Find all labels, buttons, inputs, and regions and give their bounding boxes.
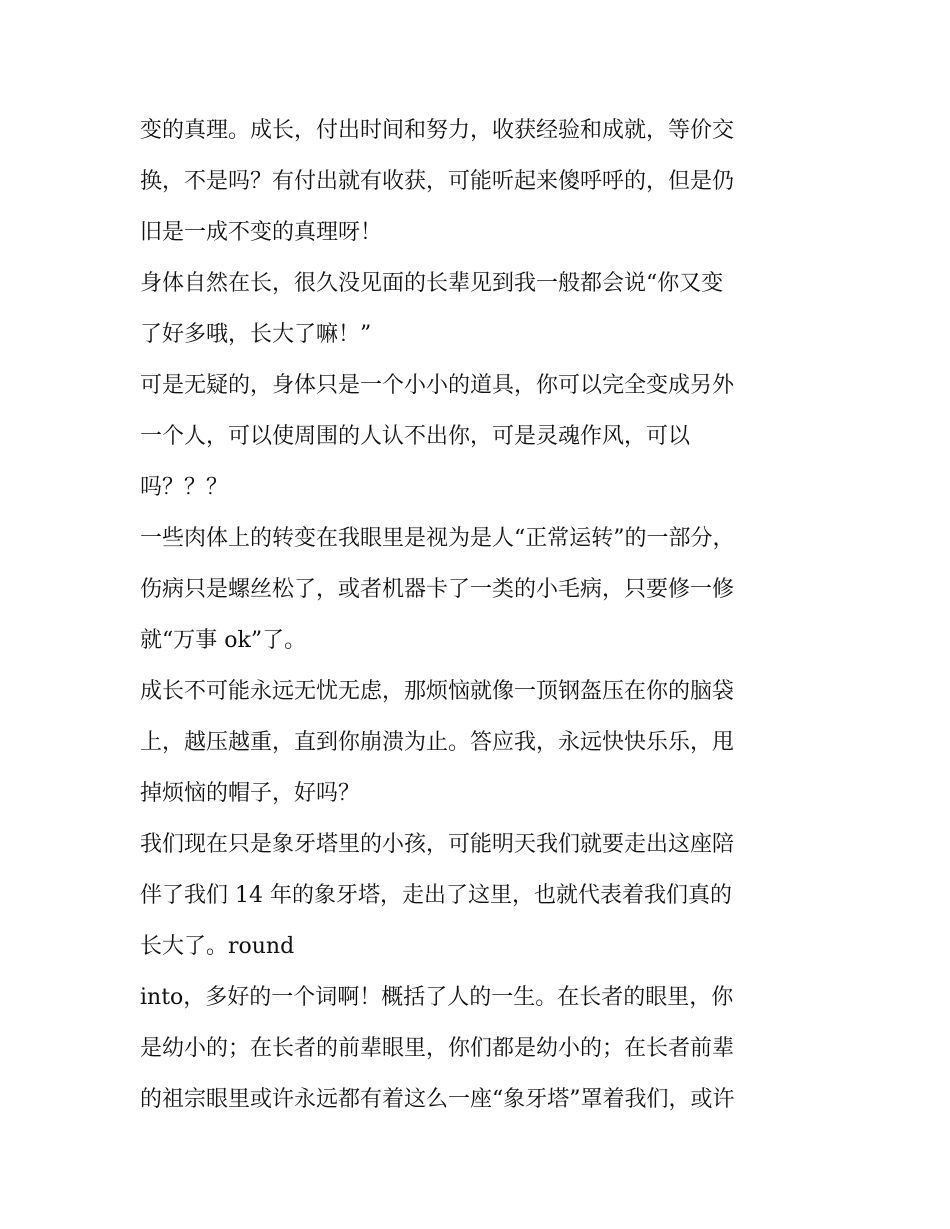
text-line: 身体自然在长，很久没见面的长辈见到我一般都会说“你又变 (140, 271, 724, 296)
text-line: 上，越压越重，直到你崩溃为止。答应我，永远快快乐乐，甩 (140, 730, 735, 755)
text-line: 长大了。round (140, 934, 295, 959)
text-line: 伴了我们 14 年的象牙塔，走出了这里，也就代表着我们真的 (140, 883, 732, 908)
text-line: 一个人，可以使周围的人认不出你，可是灵魂作风，可以 (140, 424, 691, 449)
text-line: 我们现在只是象牙塔里的小孩，可能明天我们就要走出这座陪 (140, 832, 735, 857)
text-line: 伤病只是螺丝松了，或者机器卡了一类的小毛病，只要修一修 (140, 577, 735, 602)
text-line: 一些肉体上的转变在我眼里是视为是人“正常运转”的一部分， (140, 526, 735, 551)
text-line: 掉烦恼的帽子，好吗？ (140, 781, 361, 806)
text-line: 变的真理。成长，付出时间和努力，收获经验和成就，等价交 (140, 118, 735, 143)
text-line: 换，不是吗？有付出就有收获，可能听起来傻呼呼的，但是仍 (140, 169, 735, 194)
text-line: 的祖宗眼里或许永远都有着这么一座“象牙塔”罩着我们，或许 (140, 1087, 735, 1112)
text-line: 成长不可能永远无忧无虑，那烦恼就像一顶钢盔压在你的脑袋 (140, 679, 735, 704)
text-line: 旧是一成不变的真理呀！ (140, 220, 383, 245)
text-line: 是幼小的；在长者的前辈眼里，你们都是幼小的；在长者前辈 (140, 1036, 735, 1061)
text-line: into，多好的一个词啊！概括了人的一生。在长者的眼里，你 (140, 985, 734, 1010)
text-line: 吗？？？ (140, 475, 229, 500)
body-text (140, 105, 820, 1125)
text-line: 就“万事 ok”了。 (140, 628, 307, 653)
text-line: 可是无疑的，身体只是一个小小的道具，你可以完全变成另外 (140, 373, 735, 398)
text-line: 了好多哦，长大了嘛！” (140, 322, 372, 347)
